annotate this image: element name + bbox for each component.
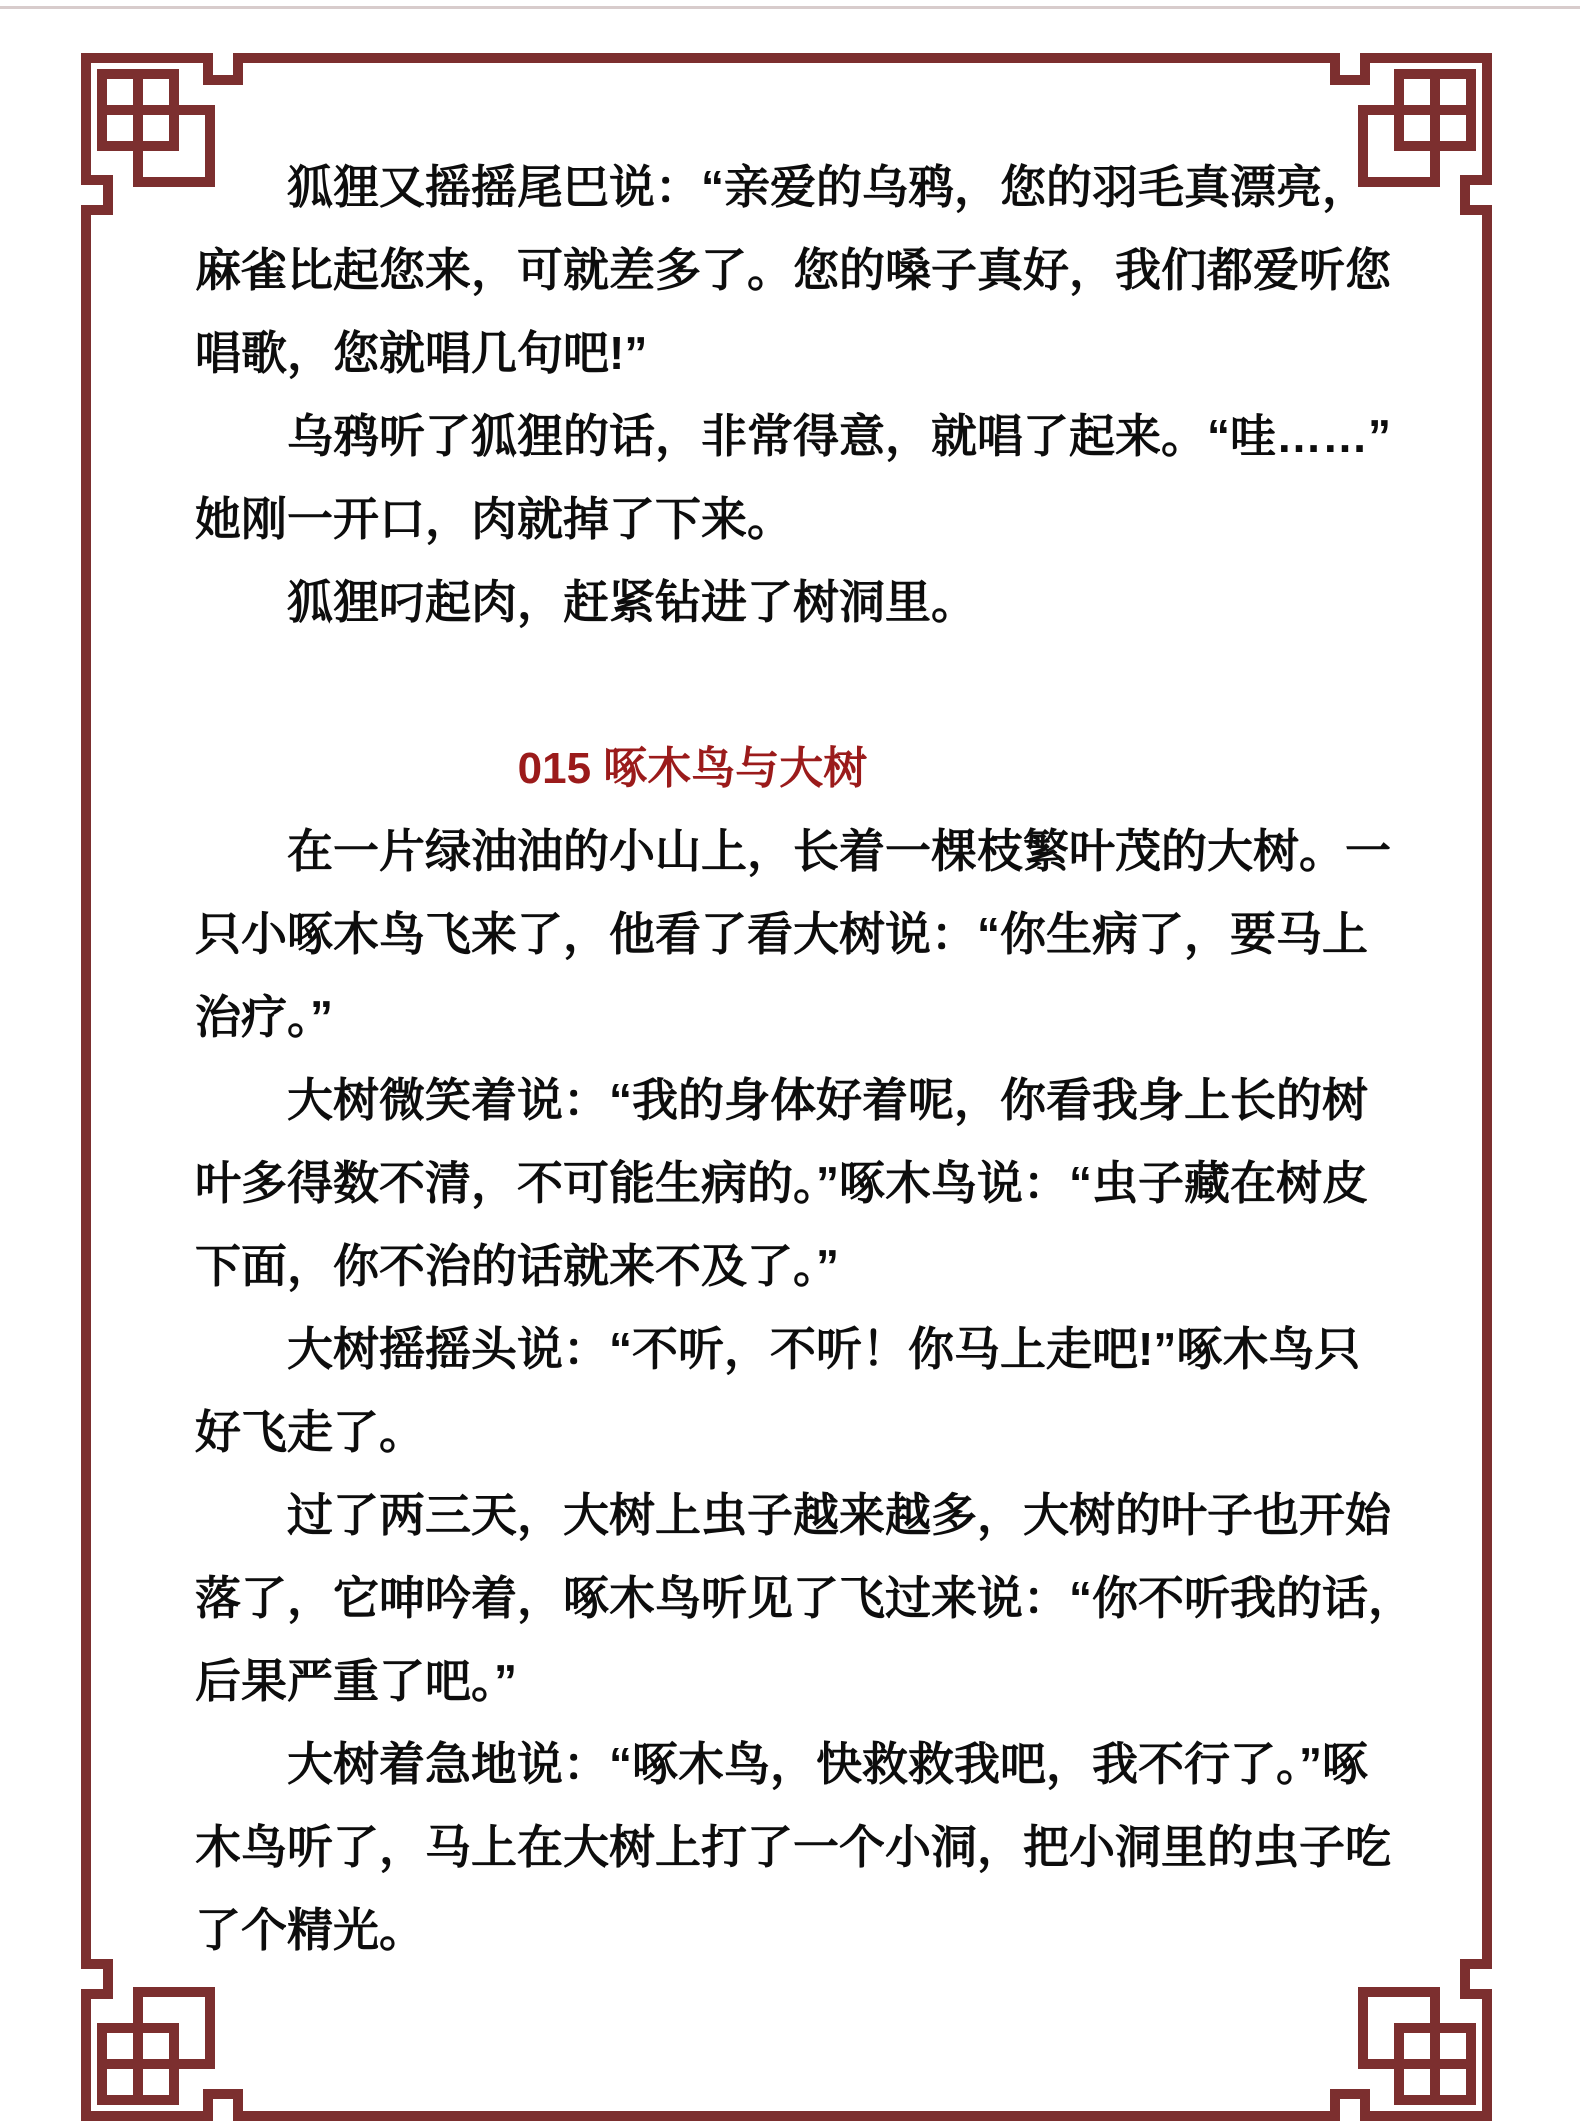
blank-line	[195, 644, 1390, 727]
section-title: 015 啄木鸟与大树	[517, 744, 868, 793]
story-line: 好飞走了。	[195, 1406, 425, 1458]
frame-line-right	[1482, 268, 1492, 1908]
story-line: 狐狸叼起肉，赶紧钻进了树洞里。	[287, 576, 977, 628]
story-line: 过了两三天，大树上虫子越来越多，大树的叶子也开始	[287, 1489, 1391, 1541]
story-line: 麻雀比起您来，可就差多了。您的嗓子真好，我们都爱听您	[195, 244, 1391, 296]
story-line: 乌鸦听了狐狸的话，非常得意，就唱了起来。“哇……”	[287, 410, 1391, 462]
story-line: 了个精光。	[195, 1904, 425, 1956]
story-line: 唱歌，您就唱几句吧!”	[195, 327, 648, 379]
story-line: 大树摇摇头说：“不听，不听！你马上走吧!”啄木鸟只	[287, 1323, 1361, 1375]
story-woodpecker-and-tree	[195, 810, 1414, 1972]
story-line: 木鸟听了，马上在大树上打了一个小洞，把小洞里的虫子吃	[195, 1821, 1391, 1873]
story-line: 大树着急地说：“啄木鸟，快救救我吧，我不行了。”啄	[287, 1738, 1368, 1790]
story-line: 治疗。”	[195, 991, 333, 1043]
story-line: 在一片绿油油的小山上，长着一棵枝繁叶茂的大树。一	[287, 825, 1391, 877]
story-line: 落了，它呻吟着，啄木鸟听见了飞过来说：“你不听我的话，	[195, 1572, 1414, 1624]
frame-line-left	[81, 268, 91, 1908]
story-line: 只小啄木鸟飞来了，他看了看大树说：“你生病了，要马上	[195, 908, 1368, 960]
story-line: 大树微笑着说：“我的身体好着呢，你看我身上长的树	[287, 1074, 1368, 1126]
frame-line-top	[295, 53, 1285, 63]
story-line: 后果严重了吧。”	[195, 1655, 517, 1707]
scan-edge-line	[0, 6, 1580, 9]
text-block	[195, 146, 1414, 1972]
story-line: 狐狸又摇摇尾巴说：“亲爱的乌鸦，您的羽毛真漂亮，	[287, 161, 1368, 213]
story-fox-and-crow	[195, 146, 1390, 644]
story-line: 叶多得数不清，不可能生病的。”啄木鸟说：“虫子藏在树皮	[195, 1157, 1368, 1209]
frame-line-bottom	[295, 2111, 1285, 2121]
story-line: 她刚一开口，肉就掉了下来。	[195, 493, 793, 545]
story-line: 下面，你不治的话就来不及了。”	[195, 1240, 839, 1292]
